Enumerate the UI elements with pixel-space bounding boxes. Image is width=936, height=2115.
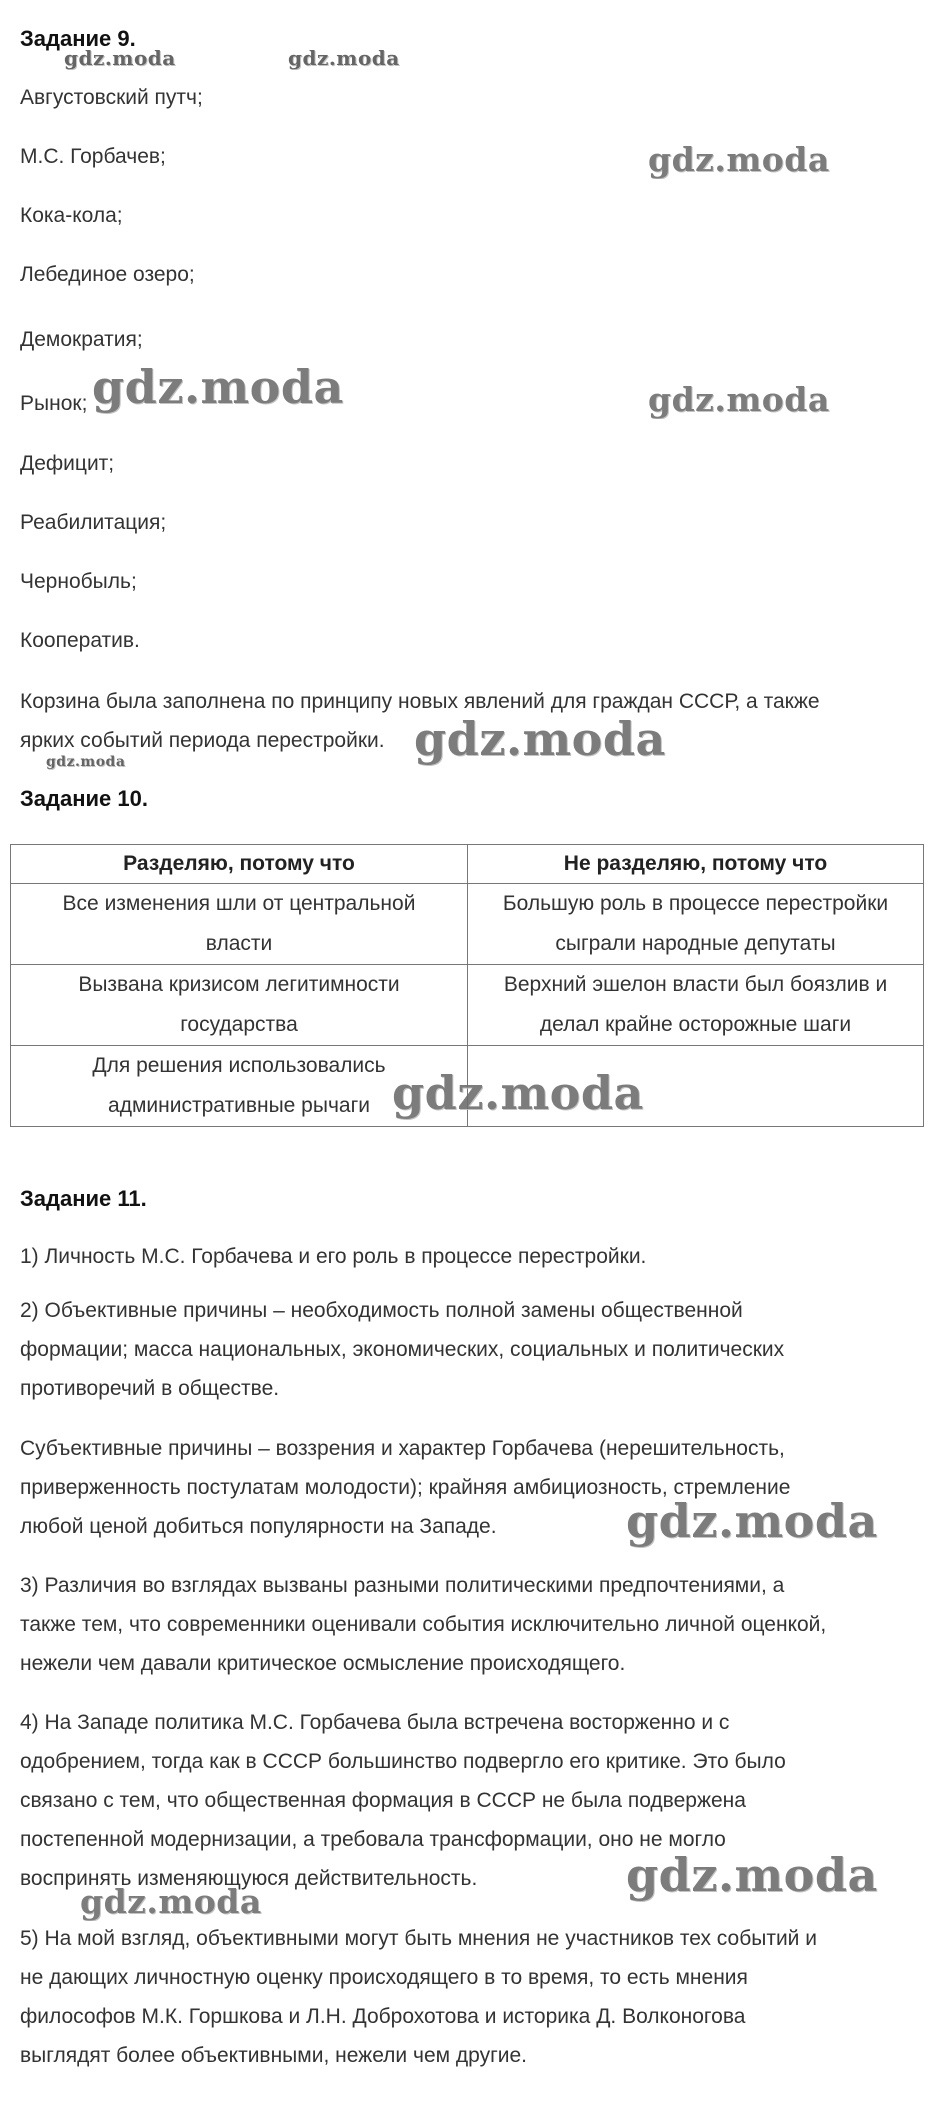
- task11-paragraph-6: [20, 1919, 920, 2075]
- task9-heading: Задание 9.: [20, 26, 136, 51]
- task11-paragraph-4: [20, 1566, 920, 1683]
- task9-item-4: Лебединое озеро;: [20, 263, 195, 286]
- paragraph-line: одобрением, тогда как в СССР большинство подвергло его критике. Это было: [20, 1750, 786, 1773]
- paragraph-line: не дающих личностную оценку происходящего в то время, то есть мнения: [20, 1966, 748, 1989]
- task9-item-6: Рынок;: [20, 392, 88, 415]
- table-cell: [468, 965, 924, 1046]
- table-row: [11, 884, 924, 965]
- task9-item-9: Чернобыль;: [20, 570, 137, 593]
- watermark: gdz.moda: [64, 46, 176, 70]
- paragraph-line: 2) Объективные причины – необходимость полной замены общественной: [20, 1299, 743, 1322]
- cell-line: Вызвана кризисом легитимности: [78, 973, 400, 996]
- paragraph-line: 3) Различия во взглядах вызваны разными политическими предпочтениями, а: [20, 1574, 785, 1597]
- cell-line: Все изменения шли от центральной: [62, 892, 416, 915]
- task9-item-10: Кооператив.: [20, 629, 140, 652]
- cell-line: власти: [205, 932, 273, 955]
- task9-item-8: Реабилитация;: [20, 511, 167, 534]
- watermark: gdz.moda: [648, 140, 830, 179]
- table-row: [11, 965, 924, 1046]
- watermark: gdz.moda: [414, 712, 666, 766]
- paragraph-line: Субъективные причины – воззрения и характер Горбачева (нерешительность,: [20, 1437, 785, 1460]
- watermark: gdz.moda: [92, 360, 344, 414]
- paragraph-line: воспринять изменяющуюся действительность.: [20, 1867, 478, 1890]
- watermark: gdz.moda: [46, 754, 126, 770]
- task9-item-5: Демократия;: [20, 328, 143, 351]
- cell-line: Большую роль в процессе перестройки: [502, 892, 889, 915]
- watermark: gdz.moda: [80, 1882, 262, 1921]
- task9-paragraph-line: Корзина была заполнена по принципу новых явлений для граждан СССР, а также: [20, 690, 820, 713]
- task10-heading: Задание 10.: [20, 786, 148, 811]
- cell-line: Верхний эшелон власти был боязлив и: [503, 973, 888, 996]
- cell-line: Для решения использовались: [92, 1054, 386, 1077]
- paragraph-line: приверженность постулатам молодости); крайняя амбициозность, стремление: [20, 1476, 791, 1499]
- task9-item-3: Кока-кола;: [20, 204, 123, 227]
- table-header-agree: Разделяю, потому что: [11, 845, 468, 884]
- watermark: gdz.moda: [648, 380, 830, 419]
- watermark: gdz.moda: [392, 1066, 644, 1120]
- cell-line: сыграли народные депутаты: [555, 932, 836, 955]
- task9-item-7: Дефицит;: [20, 452, 115, 475]
- watermark: gdz.moda: [626, 1494, 878, 1548]
- task9-paragraph-line: ярких событий периода перестройки.: [20, 729, 385, 752]
- paragraph-line: выглядят более объективными, нежели чем другие.: [20, 2044, 527, 2067]
- task9-item-2: М.С. Горбачев;: [20, 145, 166, 168]
- task11-heading: Задание 11.: [20, 1186, 147, 1211]
- paragraph-line: философов М.К. Горшкова и Л.Н. Доброхотова и историка Д. Волконогова: [20, 2005, 746, 2028]
- paragraph-line: постепенной модернизации, а требовала трансформации, оно не могло: [20, 1828, 726, 1851]
- watermark: gdz.moda: [626, 1848, 878, 1902]
- paragraph-line: нежели чем давали критическое осмысление происходящего.: [20, 1652, 626, 1675]
- cell-line: административные рычаги: [108, 1094, 370, 1117]
- task9-item-1: Августовский путч;: [20, 86, 203, 109]
- paragraph-line: противоречий в обществе.: [20, 1377, 280, 1400]
- paragraph-line: формации; масса национальных, экономических, социальных и политических: [20, 1338, 785, 1361]
- paragraph-line: любой ценой добиться популярности на Западе.: [20, 1515, 497, 1538]
- table-cell: [11, 884, 468, 965]
- task11-paragraph-1: [20, 1237, 920, 1276]
- paragraph-line: 1) Личность М.С. Горбачева и его роль в процессе перестройки.: [20, 1245, 647, 1268]
- cell-line: делал крайне осторожные шаги: [539, 1013, 852, 1036]
- table-cell: [468, 884, 924, 965]
- paragraph-line: 4) На Западе политика М.С. Горбачева была встречена восторженно и с: [20, 1711, 730, 1734]
- cell-line: государства: [180, 1013, 298, 1036]
- paragraph-line: также тем, что современники оценивали события исключительно личной оценкой,: [20, 1613, 827, 1636]
- watermark: gdz.moda: [288, 46, 400, 70]
- table-header-disagree: Не разделяю, потому что: [468, 845, 924, 884]
- paragraph-line: связано с тем, что общественная формация в СССР не была подвержена: [20, 1789, 746, 1812]
- task11-paragraph-2: [20, 1291, 920, 1408]
- table-cell: [11, 965, 468, 1046]
- table-header-row: [11, 845, 924, 884]
- paragraph-line: 5) На мой взгляд, объективными могут быть мнения не участников тех событий и: [20, 1927, 817, 1950]
